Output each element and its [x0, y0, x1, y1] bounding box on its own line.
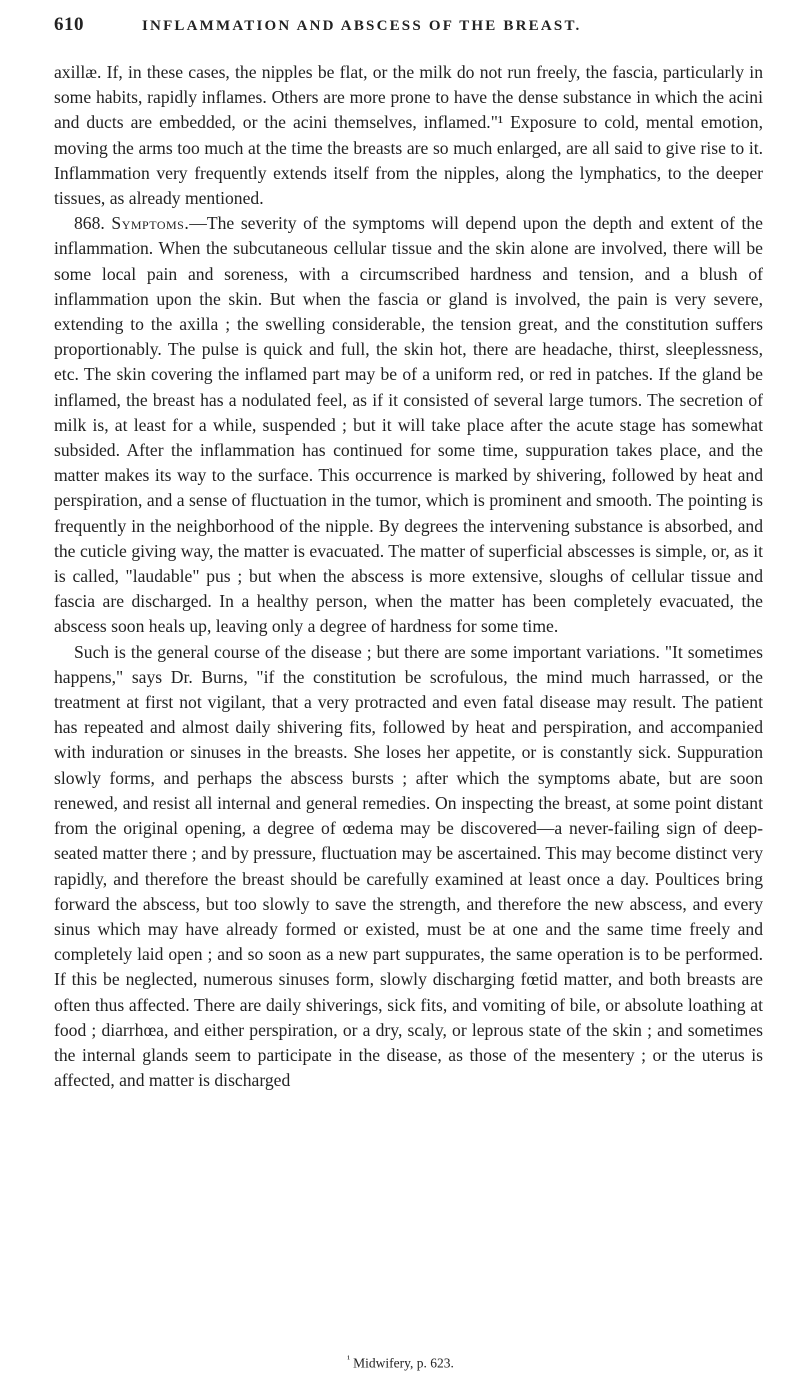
running-title: INFLAMMATION AND ABSCESS OF THE BREAST. — [142, 18, 582, 34]
body-text — [54, 60, 763, 1093]
paragraph-2 — [54, 211, 763, 639]
running-head — [54, 14, 763, 44]
paragraph-1 — [54, 60, 763, 211]
page-number: 610 — [54, 14, 84, 35]
footnote — [0, 1354, 801, 1372]
section-number: 868. — [74, 213, 105, 234]
paragraph-3 — [54, 640, 763, 1094]
paragraph-text: axillæ. If, in these cases, the nipples be flat, or the milk do not run freely, the fascia, particularly in some habits, rapidly inflames. Others are more prone to have the dense substance in which the acini and ducts are embedded, or the acini themselves, inflamed."¹ Exposure to cold, mental emotion, moving the arms too much at the time the breasts are so much enlarged, are all said to give rise to it. Inflammation very frequently extends itself from the nipples, along the lymphatics, to the deeper tissues, as already mentioned. — [54, 62, 763, 209]
paragraph-text: —The severity of the symptoms will depend upon the depth and extent of the inflammation. When the subcutaneous cellular tissue and the skin alone are involved, there will be some local pain and soreness, with a circumscribed hardness and tension, and a blush of inflammation upon the skin. But when the fascia or gland is involved, the pain is very severe, extending to the axilla ; the swelling considerable, the tension great, and the constitution suffers proportionably. The pulse is quick and full, the skin hot, there are headache, thirst, sleeplessness, etc. The skin covering the inflamed part may be of a uniform red, or red in patches. If the gland be inflamed, the breast has a nodulated feel, as if it consisted of several large tumors. The secretion of milk is, at least for a while, suspended ; but it will take place after the acute stage has somewhat subsided. After the inflammation has continued for some time, suppuration takes place, and the matter makes its way to the surface. This occurrence is marked by shivering, followed by heat and perspiration, and a sense of fluctuation in the tumor, which is prominent and smooth. The pointing is frequently in the neighborhood of the nipple. By degrees the intervening substance is absorbed, and the cuticle giving way, the matter is evacuated. The matter of superficial abscesses is simple, or, as it is called, "laudable" pus ; but when the abscess is more extensive, sloughs of cellular tissue and fascia are discharged. In a healthy person, when the matter has been completely evacuated, the abscess soon heals up, leaving only a degree of hardness for some time. — [54, 213, 763, 637]
section-heading: Symptoms. — [111, 213, 190, 234]
footnote-text: Midwifery, p. 623. — [353, 1355, 454, 1371]
paragraph-text: Such is the general course of the disease ; but there are some important variations. "It sometimes happens," says Dr. Burns, "if the constitution be scrofulous, the mind much harrassed, or the treatment at first not vigilant, that a very protracted and even fatal disease may result. The patient has repeated and almost daily shivering fits, followed by heat and perspiration, and accompanied with induration or sinuses in the breasts. She loses her appetite, or is constantly sick. Suppuration slowly forms, and perhaps the abscess bursts ; after which the symptoms abate, but are soon renewed, and resist all internal and general remedies. On inspecting the breast, at some point distant from the original opening, a degree of œdema may be discovered—a never-failing sign of deep-seated matter there ; and by pressure, fluctuation may be ascertained. This may become distinct very rapidly, and therefore the breast should be carefully examined at least once a day. Poultices bring forward the abscess, but too slowly to save the strength, and therefore the new abscess, and every sinus which may have already formed or existed, must be at one and the same time freely and completely laid open ; and so soon as a new part suppurates, the same operation is to be performed. If this be neglected, numerous sinuses form, slowly discharging fœtid matter, and both breasts are often thus affected. There are daily shiverings, sick fits, and vomiting of bile, or absolute loathing at food ; diarrhœa, and either perspiration, or a dry, scaly, or leprous state of the skin ; and sometimes the internal glands seem to participate in the disease, as those of the mesentery ; or the uterus is affected, and matter is discharged — [54, 641, 763, 1091]
footnote-mark: ¹ — [347, 1354, 351, 1365]
